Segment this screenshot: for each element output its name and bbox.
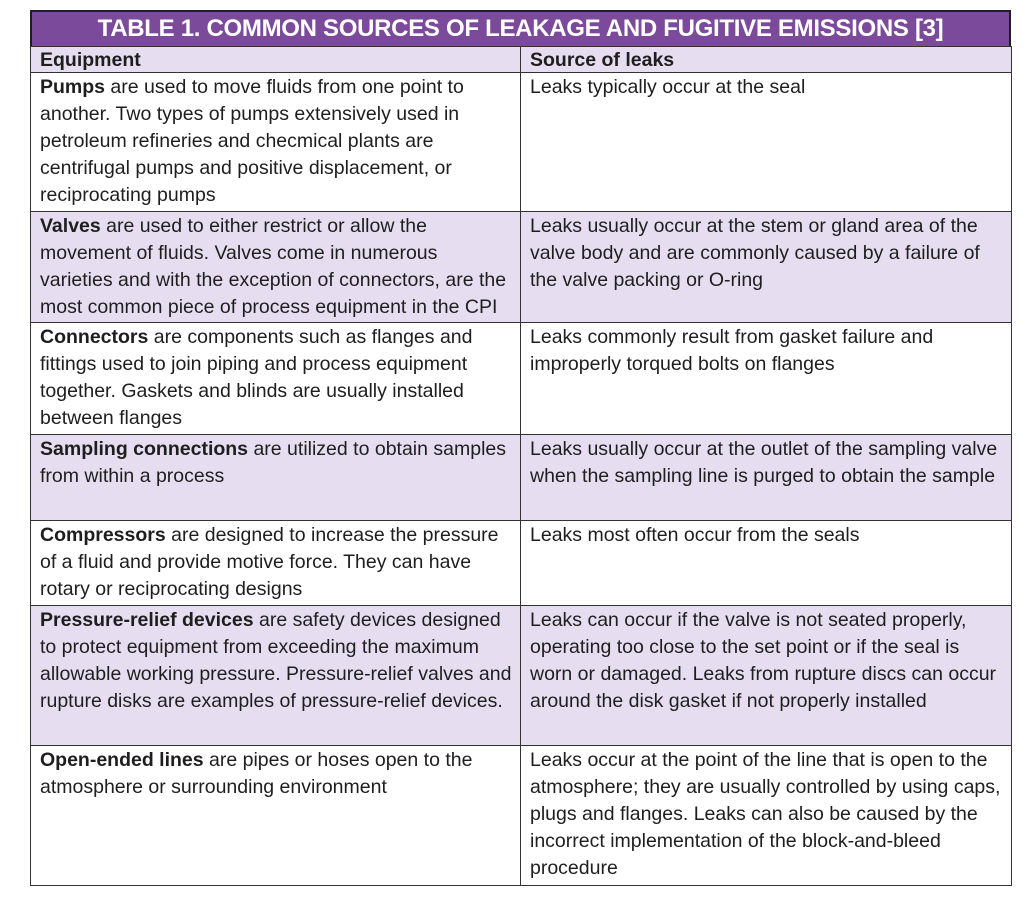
table-row-pumps — [31, 73, 1012, 212]
equipment-description: are utilized to obtain samples from within a process — [40, 438, 507, 487]
equipment-term: Sampling connections — [40, 438, 249, 460]
source-cell: Leaks usually occur at the outlet of the sampling valve when the sampling line is purged to obtain the sample — [521, 435, 1012, 521]
equipment-cell — [31, 73, 521, 212]
equipment-description: are designed to increase the pressure of a fluid and provide motive force. They can have rotary or reciprocating designs — [40, 524, 499, 600]
equipment-cell — [31, 521, 521, 606]
equipment-description: are safety devices designed to protect equipment from exceeding the maximum allowable working pressure. Pressure-relief valves and rupture disks are examples of pressure-relief devices. — [40, 609, 512, 712]
table-row-sampling-connections — [31, 435, 1012, 521]
source-cell: Leaks usually occur at the stem or gland area of the valve body and are commonly caused by a failure of the valve packing or O-ring — [521, 212, 1012, 323]
column-header-source: Source of leaks — [521, 47, 1012, 73]
source-cell: Leaks can occur if the valve is not seated properly, operating too close to the set point or if the seal is worn or damaged. Leaks from rupture discs can occur around the disk gasket if not properly installed — [521, 606, 1012, 746]
equipment-cell — [31, 606, 521, 746]
equipment-term: Compressors — [40, 524, 166, 546]
equipment-description: are used to move fluids from one point to another. Two types of pumps extensively used in petroleum refineries and checmical plants are centrifugal pumps and positive displacement, or reciprocating pumps — [40, 76, 464, 206]
equipment-description: are pipes or hoses open to the atmosphere or surrounding environment — [40, 749, 473, 798]
equipment-description: are used to either restrict or allow the movement of fluids. Valves come in numerous varieties and with the exception of connectors, are the most common piece of process equipment in the CPI — [40, 215, 507, 318]
source-cell: Leaks most often occur from the seals — [521, 521, 1012, 606]
table-row-connectors — [31, 323, 1012, 435]
equipment-cell — [31, 323, 521, 435]
equipment-term: Pressure-relief devices — [40, 609, 254, 631]
equipment-term: Connectors — [40, 326, 149, 348]
equipment-cell — [31, 435, 521, 521]
table-row-open-ended-lines — [31, 746, 1012, 886]
leakage-table — [30, 10, 1011, 886]
equipment-cell — [31, 212, 521, 323]
equipment-term: Valves — [40, 215, 101, 237]
table-row-pressure-relief-devices — [31, 606, 1012, 746]
equipment-cell — [31, 746, 521, 886]
table-row-compressors — [31, 521, 1012, 606]
table-header-row — [31, 47, 1012, 73]
table-title: TABLE 1. COMMON SOURCES OF LEAKAGE AND FUGITIVE EMISSIONS [3] — [30, 10, 1011, 46]
leakage-table-grid — [30, 46, 1012, 886]
source-cell: Leaks occur at the point of the line that is open to the atmosphere; they are usually controlled by using caps, plugs and flanges. Leaks can also be caused by the incorrect implementation of the block-and-bleed procedure — [521, 746, 1012, 886]
table-row-valves — [31, 212, 1012, 323]
source-cell: Leaks commonly result from gasket failure and improperly torqued bolts on flanges — [521, 323, 1012, 435]
equipment-term: Open-ended lines — [40, 749, 204, 771]
equipment-description: are components such as flanges and fittings used to join piping and process equipment together. Gaskets and blinds are usually installed between flanges — [40, 326, 473, 429]
source-cell: Leaks typically occur at the seal — [521, 73, 1012, 212]
column-header-equipment: Equipment — [31, 47, 521, 73]
equipment-term: Pumps — [40, 76, 106, 98]
